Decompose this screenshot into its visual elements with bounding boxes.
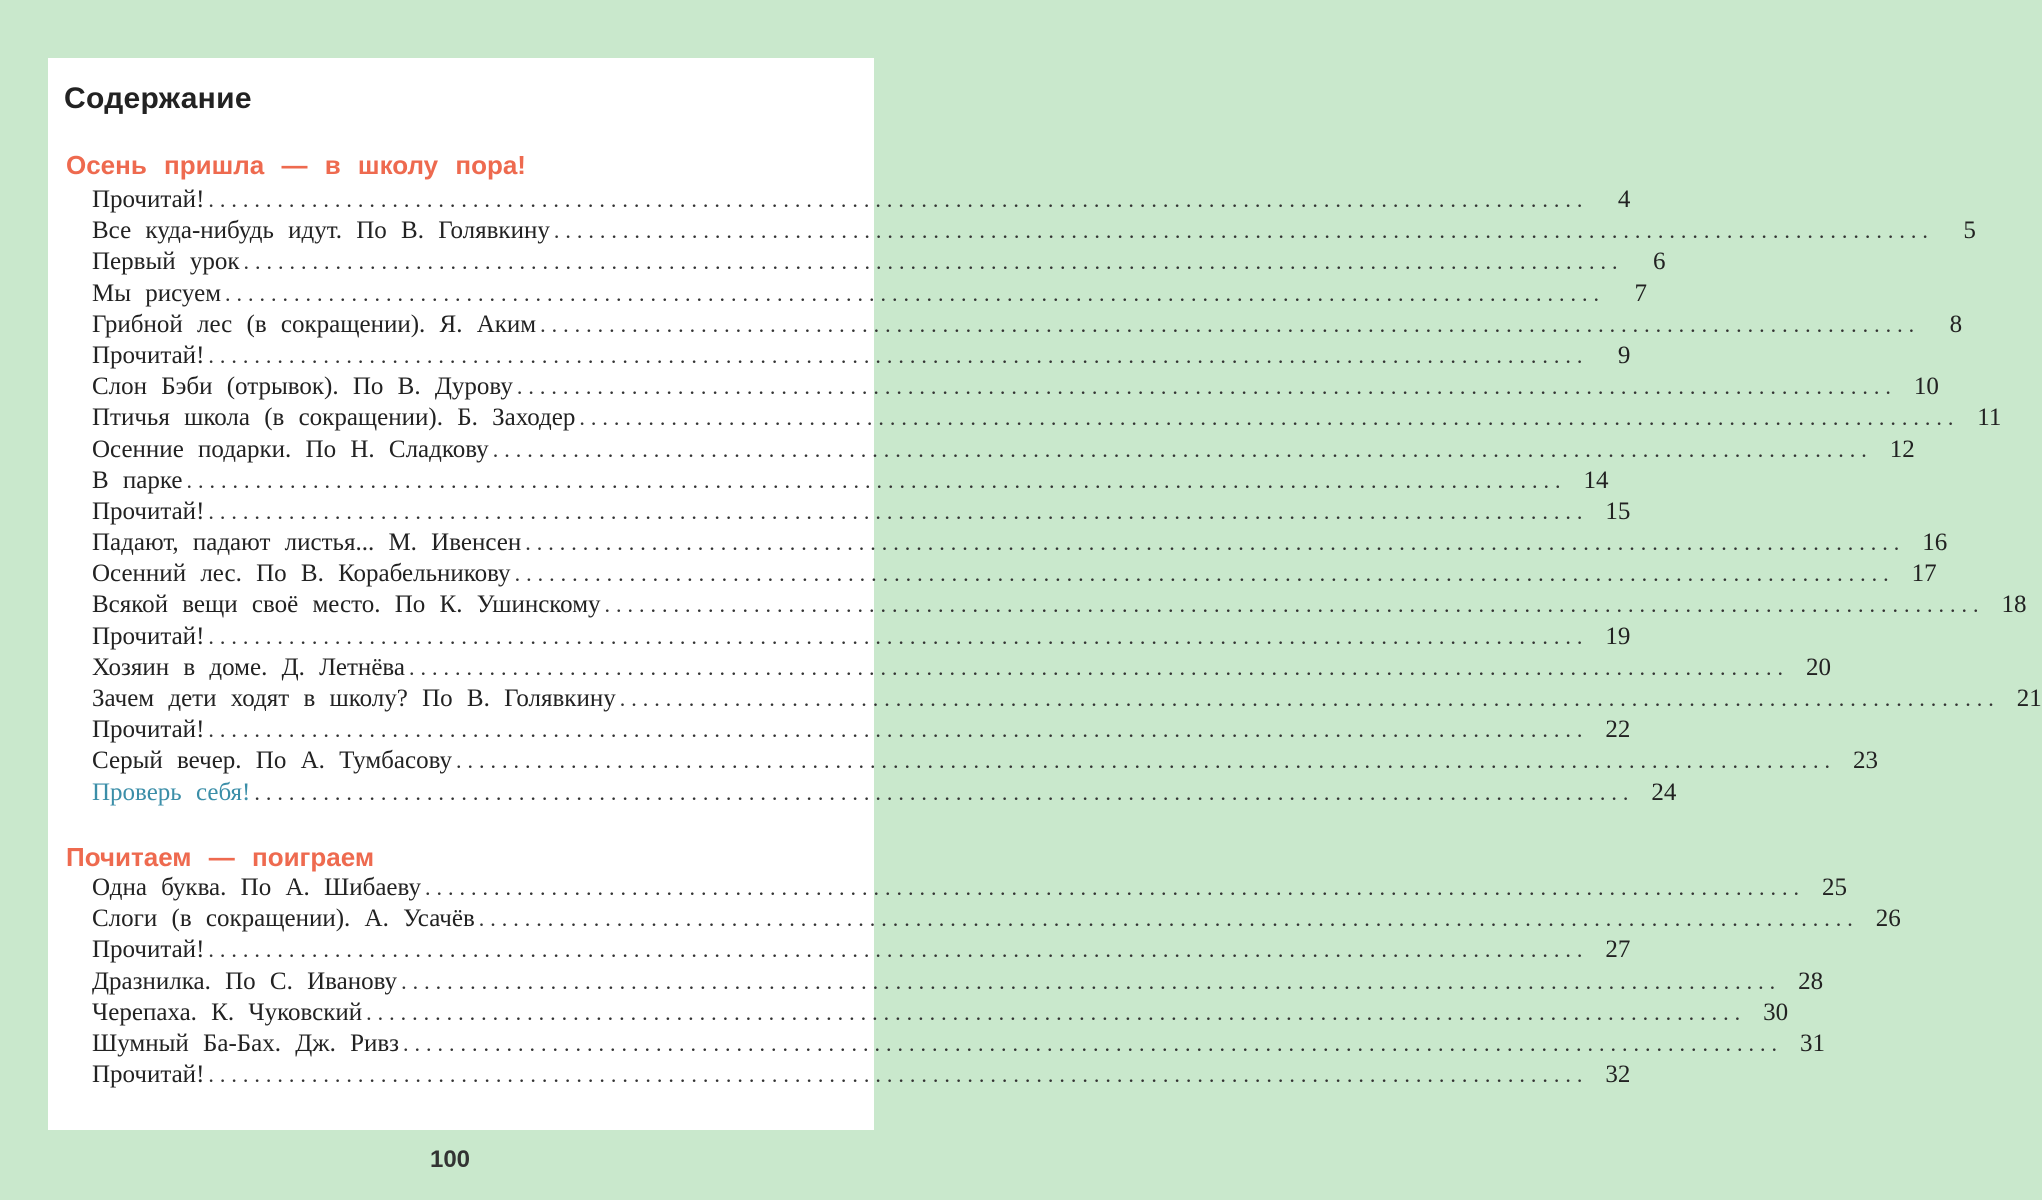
section-heading-autumn: Осень пришла — в школу пора! xyxy=(66,150,526,180)
toc-entry-title: Все куда-нибудь идут. По В. Голявкину xyxy=(92,217,550,245)
toc-entry-page: 15 xyxy=(1605,497,1631,525)
toc-entry-page: 26 xyxy=(1875,905,1901,933)
toc-entry xyxy=(92,279,1648,311)
toc-entry-page: 9 xyxy=(1617,341,1631,369)
toc-entry-title: Прочитай! xyxy=(92,186,205,213)
toc-section-autumn xyxy=(92,186,2042,810)
dot-leader: ........................................................................................................................ xyxy=(366,999,1747,1025)
toc-entry xyxy=(92,747,1879,778)
toc-entry-page: 12 xyxy=(1889,435,1915,463)
toc-entry xyxy=(92,497,1631,529)
toc-entry-title: Грибной лес (в сокращении). Я. Аким xyxy=(92,310,537,338)
toc-entry-page: 19 xyxy=(1605,622,1631,650)
toc-entry-title: Слон Бэби (отрывок). По В. Дурову xyxy=(92,373,513,401)
toc-entry xyxy=(92,217,1976,248)
toc-entry-title: Хозяин в доме. Д. Летнёва xyxy=(92,653,405,681)
dot-leader: ........................................................................................................................ xyxy=(525,530,1906,556)
toc-entry-title: Зачем дети ходят в школу? По В. Голявкину xyxy=(92,685,616,712)
dot-leader: ........................................................................................................................ xyxy=(208,342,1589,368)
dot-leader: ........................................................................................................................ xyxy=(208,623,1589,649)
toc-entry xyxy=(92,466,1609,498)
toc-entry-page: 17 xyxy=(1911,560,1937,588)
toc-entry-page: 27 xyxy=(1605,936,1631,964)
toc-entry-page: 31 xyxy=(1800,1029,1826,1057)
toc-entry xyxy=(92,778,1677,810)
dot-leader: ........................................................................................................................ xyxy=(243,249,1624,275)
toc-entry xyxy=(92,560,1937,591)
dot-leader: ........................................................................................................................ xyxy=(401,968,1782,994)
dot-leader: ........................................................................................................................ xyxy=(186,467,1567,493)
toc-entry xyxy=(92,186,1631,217)
toc-entry-title: Осенний лес. По В. Корабельникову xyxy=(92,560,511,588)
toc-entry-title: Черепаха. К. Чуковский xyxy=(92,998,363,1026)
toc-entry xyxy=(92,622,1631,654)
toc-entry-title: Осенние подарки. По Н. Сладкову xyxy=(92,435,489,463)
toc-entry-page: 7 xyxy=(1634,279,1648,307)
toc-section-play xyxy=(92,874,1901,1092)
toc-entry-page: 16 xyxy=(1922,529,1948,557)
dot-leader: ........................................................................................................................ xyxy=(208,937,1589,963)
toc-entry-page: 32 xyxy=(1605,1061,1631,1089)
toc-entry-page: 24 xyxy=(1651,778,1677,806)
toc-entry-title: Слоги (в сокращении). А. Усачёв xyxy=(92,905,475,933)
toc-entry-title: Падают, падают листья... М. Ивенсен xyxy=(92,529,522,557)
toc-entry xyxy=(92,248,1666,279)
page-number: 100 xyxy=(429,1146,471,1173)
page-title: Содержание xyxy=(64,82,252,115)
toc-entry-page: 14 xyxy=(1583,466,1609,494)
dot-leader: ........................................................................................................................ xyxy=(208,498,1589,524)
toc-entry-page: 30 xyxy=(1763,998,1789,1026)
dot-leader: ........................................................................................................................ xyxy=(579,405,1960,431)
toc-entry-title: Прочитай! xyxy=(92,497,205,525)
toc-entry xyxy=(92,373,1939,404)
dot-leader: ........................................................................................................................ xyxy=(254,779,1635,805)
dot-leader: ........................................................................................................................ xyxy=(408,654,1789,680)
toc-entry-page: 28 xyxy=(1798,967,1824,995)
dot-leader: ........................................................................................................................ xyxy=(514,561,1895,587)
toc-entry-page: 23 xyxy=(1853,747,1879,775)
toc-entry-page: 5 xyxy=(1963,217,1976,245)
dot-leader: ........................................................................................................................ xyxy=(478,906,1859,932)
toc-entry-page: 25 xyxy=(1821,874,1847,901)
dot-leader: ........................................................................................................................ xyxy=(516,374,1897,400)
toc-entry-title: Всякой вещи своё место. По К. Ушинскому xyxy=(92,591,601,619)
toc-entry xyxy=(92,967,1824,999)
toc-entry xyxy=(92,936,1631,967)
dot-leader: ........................................................................................................................ xyxy=(456,748,1837,774)
toc-entry-page: 20 xyxy=(1805,653,1831,681)
toc-entry xyxy=(92,716,1631,747)
toc-entry xyxy=(92,998,1789,1030)
toc-entry-page: 8 xyxy=(1949,310,1963,338)
dot-leader: ........................................................................................................................ xyxy=(492,436,1873,462)
toc-entry xyxy=(92,874,1847,905)
toc-entry-title: Одна буква. По А. Шибаеву xyxy=(92,874,421,901)
toc-entry xyxy=(92,1029,1826,1061)
dot-leader: ........................................................................................................................ xyxy=(403,1030,1784,1056)
toc-entry xyxy=(92,591,2027,622)
section-heading-play: Почитаем — поиграем xyxy=(66,842,375,872)
dot-leader: ........................................................................................................................ xyxy=(553,218,1934,244)
toc-entry-title: Прочитай! xyxy=(92,622,205,650)
dot-leader: ........................................................................................................................ xyxy=(225,280,1606,306)
toc-entry-title: Птичья школа (в сокращении). Б. Заходер xyxy=(92,404,576,432)
toc-entry-title: Прочитай! xyxy=(92,716,205,744)
toc-entry-page: 22 xyxy=(1605,716,1631,744)
dot-leader: ........................................................................................................................ xyxy=(208,1062,1589,1088)
toc-entry xyxy=(92,685,2042,716)
toc-entry xyxy=(92,404,2002,435)
dot-leader: ........................................................................................................................ xyxy=(540,311,1921,337)
toc-entry-title: Прочитай! xyxy=(92,936,205,964)
toc-entry-page: 18 xyxy=(2001,591,2027,619)
toc-entry-page: 21 xyxy=(2016,685,2042,712)
toc-entry-title: Шумный Ба-Бах. Дж. Ривз xyxy=(92,1029,400,1057)
toc-entry-title: В парке xyxy=(92,466,183,494)
toc-entry-title: Мы рисуем xyxy=(92,279,222,307)
toc-entry xyxy=(92,341,1631,373)
dot-leader: ........................................................................................................................ xyxy=(604,592,1985,618)
toc-entry-title: Прочитай! xyxy=(92,341,205,369)
toc-entry xyxy=(92,1061,1631,1092)
toc-entry-page: 11 xyxy=(1977,404,2002,432)
toc-entry xyxy=(92,653,1831,685)
dot-leader: ........................................................................................................................ xyxy=(424,875,1805,900)
toc-entry-page: 4 xyxy=(1617,186,1631,213)
toc-entry-title: Серый вечер. По А. Тумбасову xyxy=(92,747,453,775)
toc-entry-title: Проверь себя! xyxy=(92,778,251,806)
toc-entry xyxy=(92,529,1948,560)
toc-entry xyxy=(92,435,1915,467)
toc-entry xyxy=(92,905,1901,936)
dot-leader: ........................................................................................................................ xyxy=(619,686,2000,711)
dot-leader: ........................................................................................................................ xyxy=(208,187,1589,212)
toc-entry-page: 10 xyxy=(1913,373,1939,401)
toc-entry xyxy=(92,310,1963,342)
toc-entry-title: Прочитай! xyxy=(92,1061,205,1089)
toc-entry-page: 6 xyxy=(1653,248,1666,276)
toc-entry-title: Первый урок xyxy=(92,248,240,276)
toc-entry-title: Дразнилка. По С. Иванову xyxy=(92,967,398,995)
dot-leader: ........................................................................................................................ xyxy=(208,717,1589,743)
